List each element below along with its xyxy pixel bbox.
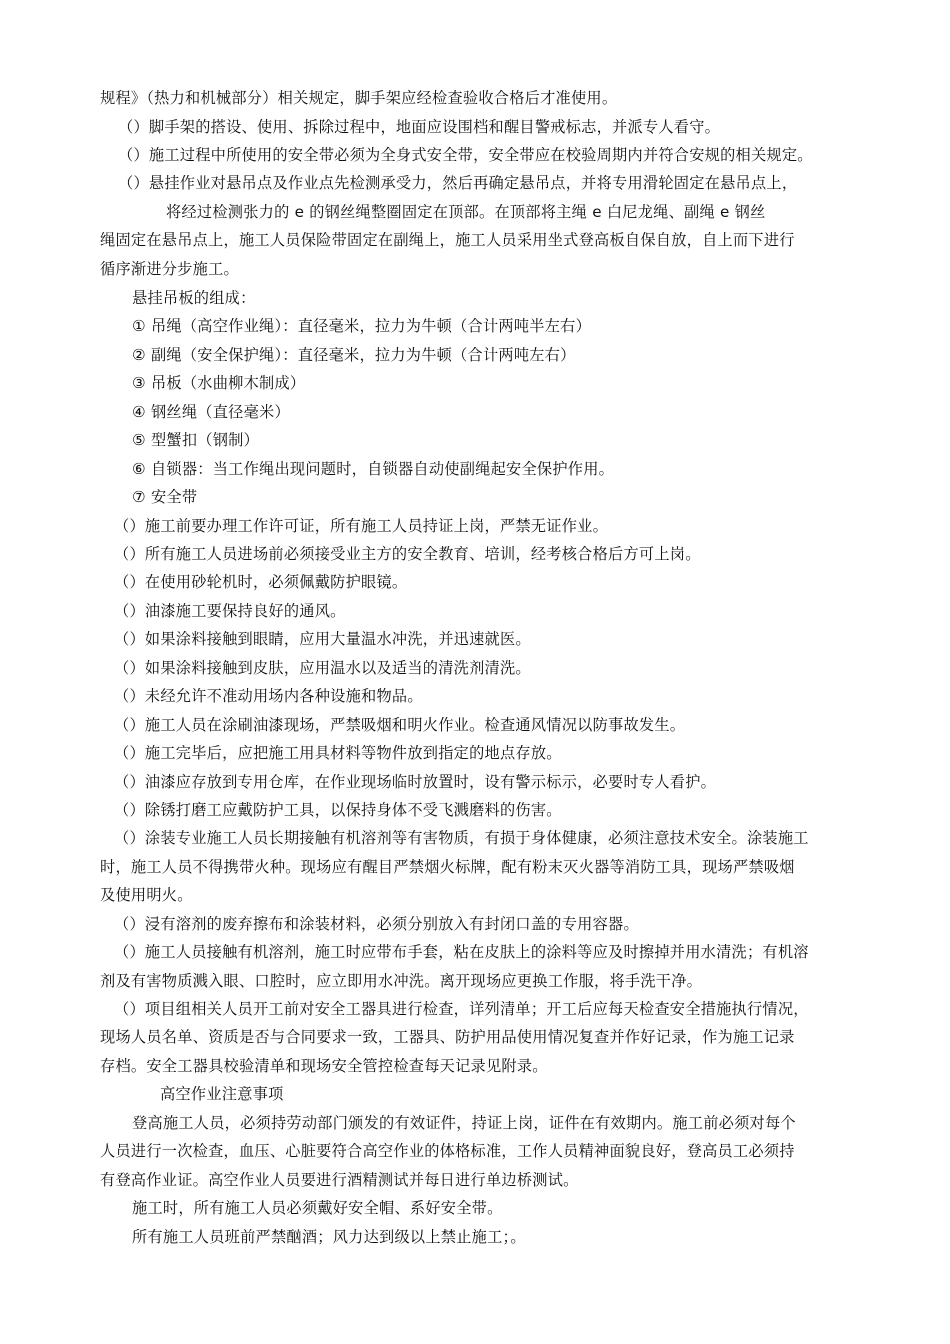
list-item: ⑤ 型蟹扣（钢制）: [132, 431, 260, 449]
text-line: 剂及有害物质溅入眼、口腔时，应立即用水冲洗。离开现场应更换工作服，将手洗干净。: [100, 972, 703, 990]
text-line: （）除锈打磨工应戴防护工具，以保持身体不受飞溅磨料的伤害。: [114, 801, 562, 819]
text-line: （）如果涂料接触到眼睛，应用大量温水冲洗，并迅速就医。: [114, 630, 531, 648]
text-line: （）项目组相关人员开工前对安全工器具进行检查，详列清单；开工后应每天检查安全措施执行情况，: [114, 1000, 809, 1018]
list-item: ⑦ 安全带: [132, 488, 198, 506]
text-line: （）悬挂作业对悬吊点及作业点先检测承受力，然后再确定悬吊点，并将专用滑轮固定在悬吊点上，: [118, 174, 798, 192]
text-line: （）在使用砂轮机时，必须佩戴防护眼镜。: [114, 573, 408, 591]
text-line: （）油漆应存放到专用仓库，在作业现场临时放置时，设有警示标示，必要时专人看护。: [114, 773, 717, 791]
list-item: ④ 钢丝绳（直径毫米）: [132, 403, 290, 421]
text-line: （）施工人员在涂刷油漆现场，严禁吸烟和明火作业。检查通风情况以防事故发生。: [114, 716, 686, 734]
text-line: （）如果涂料接触到皮肤，应用温水以及适当的清洗剂清洗。: [114, 659, 531, 677]
list-heading: 悬挂吊板的组成：: [132, 289, 256, 307]
text-line: 登高施工人员，必须持劳动部门颁发的有效证件，持证上岗，证件在有效期内。施工前必须对每个: [132, 1114, 796, 1132]
text-line: （）所有施工人员进场前必须接受业主方的安全教育、培训，经考核合格后方可上岗。: [114, 545, 701, 563]
text-line: 现场人员名单、资质是否与合同要求一致，工器具、防护用品使用情况复查并作好记录，作为施工记录: [100, 1028, 795, 1046]
list-item: ① 吊绳（高空作业绳）：直径毫米，拉力为牛顿（合计两吨半左右）: [132, 317, 592, 335]
text-line: 存档。安全工器具校验清单和现场安全管控检查每天记录见附录。: [100, 1057, 548, 1075]
text-line: （）施工过程中所使用的安全带必须为全身式安全带，安全带应在校验周期内并符合安规的相关规定。: [118, 146, 813, 164]
text-line: （）脚手架的搭设、使用、拆除过程中，地面应设围档和醒目警戒标志，并派专人看守。: [118, 118, 721, 136]
text-line: 所有施工人员班前严禁酗酒；风力达到级以上禁止施工；。: [132, 1228, 526, 1246]
text-line: （）涂装专业施工人员长期接触有机溶剂等有害物质，有损于身体健康，必须注意技术安全。涂装施工: [114, 829, 809, 847]
list-item: ③ 吊板（水曲柳木制成）: [132, 374, 306, 392]
text-line: 人员进行一次检查，血压、心脏要符合高空作业的体格标准，工作人员精神面貌良好，登高员工必须持: [100, 1142, 795, 1160]
text-line: （）未经允许不准动用场内各种设施和物品。: [114, 687, 423, 705]
text-line: （）施工前要办理工作许可证，所有施工人员持证上岗，严禁无证作业。: [114, 517, 608, 535]
text-line: （）油漆施工要保持良好的通风。: [114, 602, 346, 620]
text-line: （）施工人员接触有机溶剂，施工时应带布手套，粘在皮肤上的涂料等应及时擦掉并用水清洗；有机溶: [114, 943, 809, 961]
text-line: 循序渐进分步施工。: [100, 260, 239, 278]
section-heading: 高空作业注意事项: [160, 1085, 284, 1103]
text-line: 规程》（热力和机械部分）相关规定，脚手架应经检查验收合格后才准使用。: [100, 89, 618, 107]
list-item: ⑥ 自锁器：当工作绳出现问题时，自锁器自动使副绳起安全保护作用。: [132, 460, 615, 478]
list-item: ② 副绳（安全保护绳）：直径毫米，拉力为牛顿（合计两吨左右）: [132, 346, 576, 364]
text-line: （）浸有溶剂的废弃擦布和涂装材料，必须分别放入有封闭口盖的专用容器。: [114, 915, 639, 933]
text-line: 将经过检测张力的 e 的钢丝绳整圈固定在顶部。在顶部将主绳 e 白尼龙绳、副绳 e 钢丝: [166, 203, 766, 221]
text-line: 有登高作业证。高空作业人员要进行酒精测试并每日进行单边桥测试。: [100, 1171, 579, 1189]
text-line: 绳固定在悬吊点上，施工人员保险带固定在副绳上，施工人员采用坐式登高板自保自放，自上而下进行: [100, 231, 795, 249]
text-line: 及使用明火。: [100, 886, 193, 904]
text-line: 施工时，所有施工人员必须戴好安全帽、系好安全带。: [132, 1199, 503, 1217]
text-line: 时，施工人员不得携带火种。现场应有醒目严禁烟火标牌，配有粉末灭火器等消防工具，现场严禁吸烟: [100, 858, 795, 876]
text-line: （）施工完毕后，应把施工用具材料等物件放到指定的地点存放。: [114, 744, 562, 762]
